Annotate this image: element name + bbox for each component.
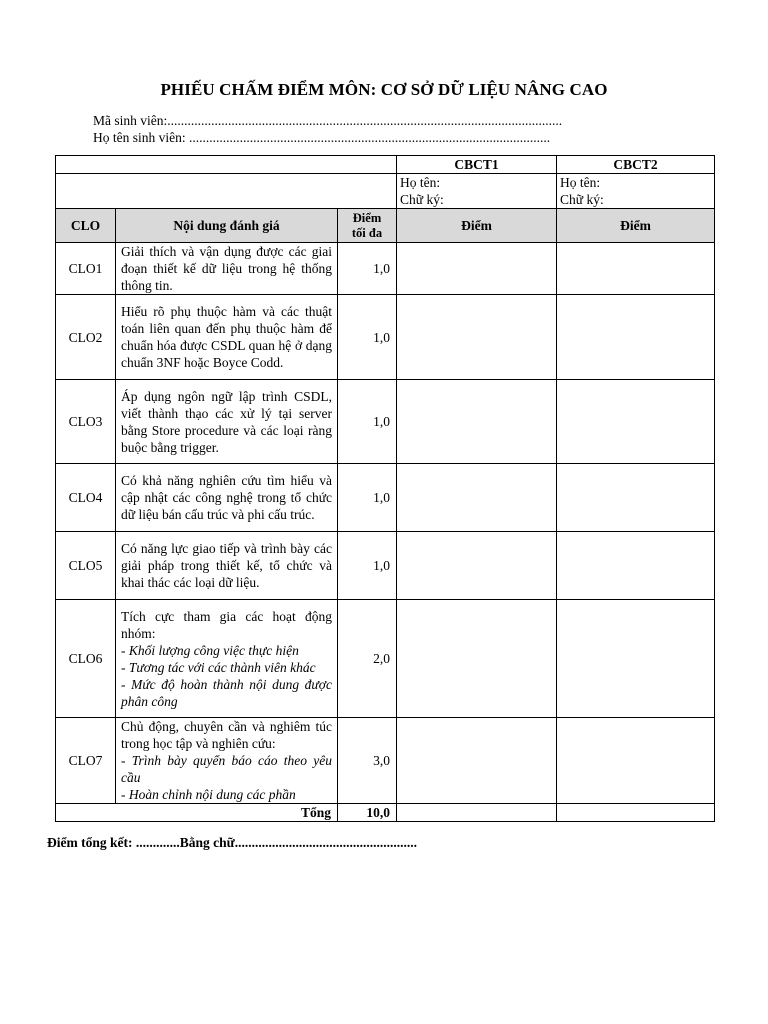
total-score-cbct1 xyxy=(397,804,557,822)
score-cell-cbct2[interactable] xyxy=(557,464,715,532)
criterion-description xyxy=(116,464,338,532)
cbct-header-row xyxy=(56,156,715,174)
header-score-cbct1: Điểm xyxy=(397,209,557,243)
table-row xyxy=(56,532,715,600)
blank-cell xyxy=(56,156,397,174)
total-score-cbct2 xyxy=(557,804,715,822)
max-score: 1,0 xyxy=(338,295,397,380)
header-score-cbct2: Điểm xyxy=(557,209,715,243)
criterion-description xyxy=(116,295,338,380)
cbct1-label: CBCT1 xyxy=(397,156,557,174)
header-max-line1: Điểm xyxy=(352,210,382,225)
criterion-text: Có khả năng nghiên cứu tìm hiểu và cập nhật các công nghệ trong tổ chức dữ liệu bán cấu trúc và phi cấu trúc. xyxy=(121,473,332,522)
score-cell-cbct2[interactable] xyxy=(557,380,715,464)
score-cell-cbct2[interactable] xyxy=(557,243,715,295)
clo-code: CLO7 xyxy=(56,718,116,804)
max-score: 3,0 xyxy=(338,718,397,804)
table-row xyxy=(56,718,715,804)
score-cell-cbct1[interactable] xyxy=(397,532,557,600)
max-score: 1,0 xyxy=(338,380,397,464)
criterion-subitem: - Mức độ hoàn thành nội dung được phân công xyxy=(121,676,332,709)
criterion-subitem: - Trình bày quyển báo cáo theo yêu cầu xyxy=(121,753,332,785)
clo-code: CLO5 xyxy=(56,532,116,600)
cbct1-sign-cell xyxy=(397,174,557,209)
max-score: 1,0 xyxy=(338,464,397,532)
blank-cell xyxy=(56,174,397,209)
criterion-text: Giải thích và vận dụng được các giai đoạn thiết kế dữ liệu trong hệ thống thông tin. xyxy=(121,244,332,293)
score-cell-cbct2[interactable] xyxy=(557,532,715,600)
table-row xyxy=(56,380,715,464)
table-row xyxy=(56,600,715,718)
table-row xyxy=(56,464,715,532)
cbct1-sign-label: Chữ ký: xyxy=(400,192,444,207)
total-row xyxy=(56,804,715,822)
total-value: 10,0 xyxy=(338,804,397,822)
criterion-description xyxy=(116,380,338,464)
cbct2-label: CBCT2 xyxy=(557,156,715,174)
criterion-description xyxy=(116,600,338,718)
table-row xyxy=(56,243,715,295)
clo-code: CLO3 xyxy=(56,380,116,464)
max-score: 1,0 xyxy=(338,243,397,295)
final-score-line: Điểm tổng kết: .............Bằng chữ...................................................... xyxy=(47,835,417,850)
clo-code: CLO6 xyxy=(56,600,116,718)
score-cell-cbct2[interactable] xyxy=(557,295,715,380)
criterion-text: Áp dụng ngôn ngữ lập trình CSDL, viết thành thạo các xử lý tại server bằng Store procedure và các loại ràng buộc bằng trigger. xyxy=(121,388,332,455)
header-max-score xyxy=(338,209,397,243)
cbct2-sign-label: Chữ ký: xyxy=(560,192,604,207)
criterion-subitem: - Hoàn chỉnh nội dung các phần xyxy=(121,787,296,802)
student-id-line: Mã sinh viên:..................................................................................................................... xyxy=(93,113,563,128)
header-max-line2: tối đa xyxy=(351,225,383,240)
score-cell-cbct2[interactable] xyxy=(557,718,715,804)
cbct-sign-row xyxy=(56,174,715,209)
max-score: 2,0 xyxy=(338,600,397,718)
total-label: Tổng xyxy=(56,804,338,822)
score-cell-cbct1[interactable] xyxy=(397,718,557,804)
table-row xyxy=(56,295,715,380)
clo-code: CLO4 xyxy=(56,464,116,532)
clo-code: CLO2 xyxy=(56,295,116,380)
score-cell-cbct1[interactable] xyxy=(397,243,557,295)
cbct2-sign-cell xyxy=(557,174,715,209)
cbct1-name-label: Họ tên: xyxy=(400,175,441,190)
page-title: PHIẾU CHẤM ĐIỂM MÔN: CƠ SỞ DỮ LIỆU NÂNG CAO xyxy=(160,80,608,99)
score-cell-cbct2[interactable] xyxy=(557,600,715,718)
clo-code: CLO1 xyxy=(56,243,116,295)
criterion-description xyxy=(116,243,338,295)
criterion-text: Hiểu rõ phụ thuộc hàm và các thuật toán liên quan đến phụ thuộc hàm để chuẩn hóa được CSDL quan hệ ở dạng chuẩn 3NF hoặc Boyce Codd. xyxy=(121,304,332,370)
max-score: 1,0 xyxy=(338,532,397,600)
criterion-subitem: - Tương tác với các thành viên khác xyxy=(121,659,316,675)
criterion-description xyxy=(116,532,338,600)
score-cell-cbct1[interactable] xyxy=(397,295,557,380)
criterion-text: Có năng lực giao tiếp và trình bày các giải pháp trong thiết kế, tổ chức và khai thác các loại dữ liệu. xyxy=(121,541,332,590)
score-cell-cbct1[interactable] xyxy=(397,380,557,464)
score-cell-cbct1[interactable] xyxy=(397,600,557,718)
header-clo: CLO xyxy=(56,209,116,243)
student-name-line: Họ tên sinh viên: ........................................................................................................... xyxy=(93,130,551,145)
criterion-text: Chủ động, chuyên cần và nghiêm túc trong học tập và nghiên cứu: xyxy=(121,719,332,751)
criterion-text: Tích cực tham gia các hoạt động nhóm: xyxy=(121,608,332,641)
header-content: Nội dung đánh giá xyxy=(116,209,338,243)
grading-table xyxy=(55,155,715,822)
score-cell-cbct1[interactable] xyxy=(397,464,557,532)
column-header-row xyxy=(56,209,715,243)
cbct2-name-label: Họ tên: xyxy=(560,175,601,190)
criterion-description xyxy=(116,718,338,804)
criterion-subitem: - Khối lượng công việc thực hiện xyxy=(121,642,299,658)
